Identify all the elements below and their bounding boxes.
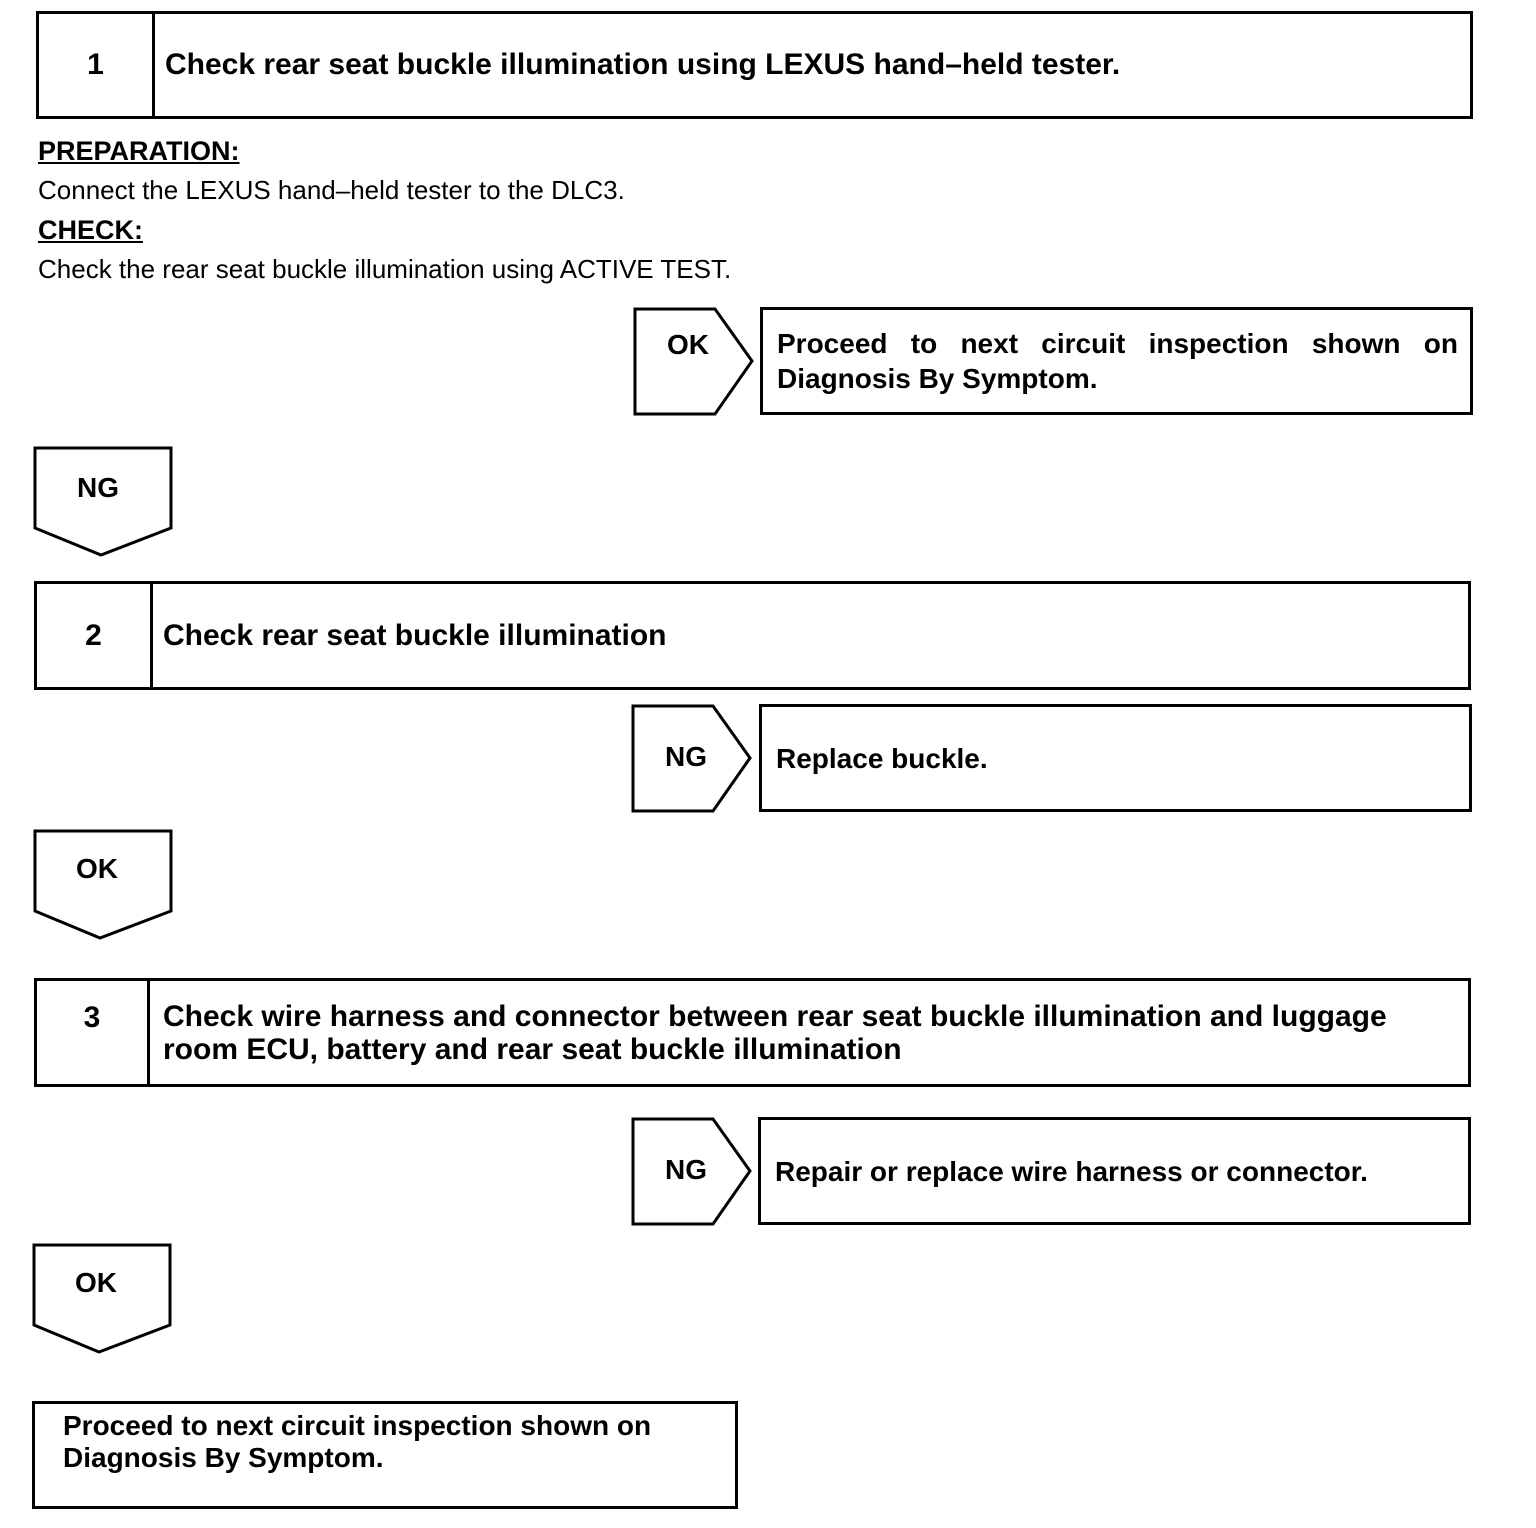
step-2-ok-down-arrow (33, 829, 173, 941)
step-3-title: Check wire harness and connector between rear seat buckle illumination and luggage room ECU, battery and rear seat buckle illumination (163, 999, 1387, 1066)
step-2-ng-result-text: Replace buckle. (776, 742, 988, 774)
final-result-box (32, 1401, 738, 1509)
preparation-heading: PREPARATION: (38, 136, 240, 166)
step-3-ng-result-box (758, 1117, 1471, 1225)
step-1-ok-result-text: Proceed to next circuit inspection shown on Diagnosis By Symptom. (777, 328, 1458, 394)
step-2-ok-label: OK (76, 853, 118, 884)
step-2-box (34, 581, 1471, 690)
step-3-ok-label: OK (75, 1267, 117, 1298)
step-1-ng-label: NG (77, 472, 119, 503)
preparation-text: Connect the LEXUS hand–held tester to the DLC3. (38, 175, 625, 205)
step-1-ok-arrow (633, 307, 755, 417)
step-3-ng-label: NG (665, 1154, 707, 1185)
step-3-ok-down-arrow (32, 1243, 172, 1355)
step-3-box (34, 978, 1471, 1087)
step-3-ng-result-text: Repair or replace wire harness or connector. (775, 1155, 1368, 1187)
step-1-title: Check rear seat buckle illumination using LEXUS hand–held tester. (165, 48, 1121, 81)
step-2-title: Check rear seat buckle illumination (163, 618, 667, 652)
check-text: Check the rear seat buckle illumination using ACTIVE TEST. (38, 254, 732, 284)
step-1-ok-result-box (760, 307, 1473, 415)
step-3-number: 3 (37, 981, 150, 1084)
step-1-ok-label: OK (667, 329, 709, 360)
step-1-number: 1 (39, 14, 155, 116)
step-2-ng-label: NG (665, 741, 707, 772)
check-heading: CHECK: (38, 215, 143, 245)
step-2-number: 2 (37, 584, 153, 687)
step-1-box (36, 11, 1473, 119)
step-2-ng-result-box (759, 704, 1472, 812)
final-result-text: Proceed to next circuit inspection shown on Diagnosis By Symptom. (63, 1410, 652, 1473)
